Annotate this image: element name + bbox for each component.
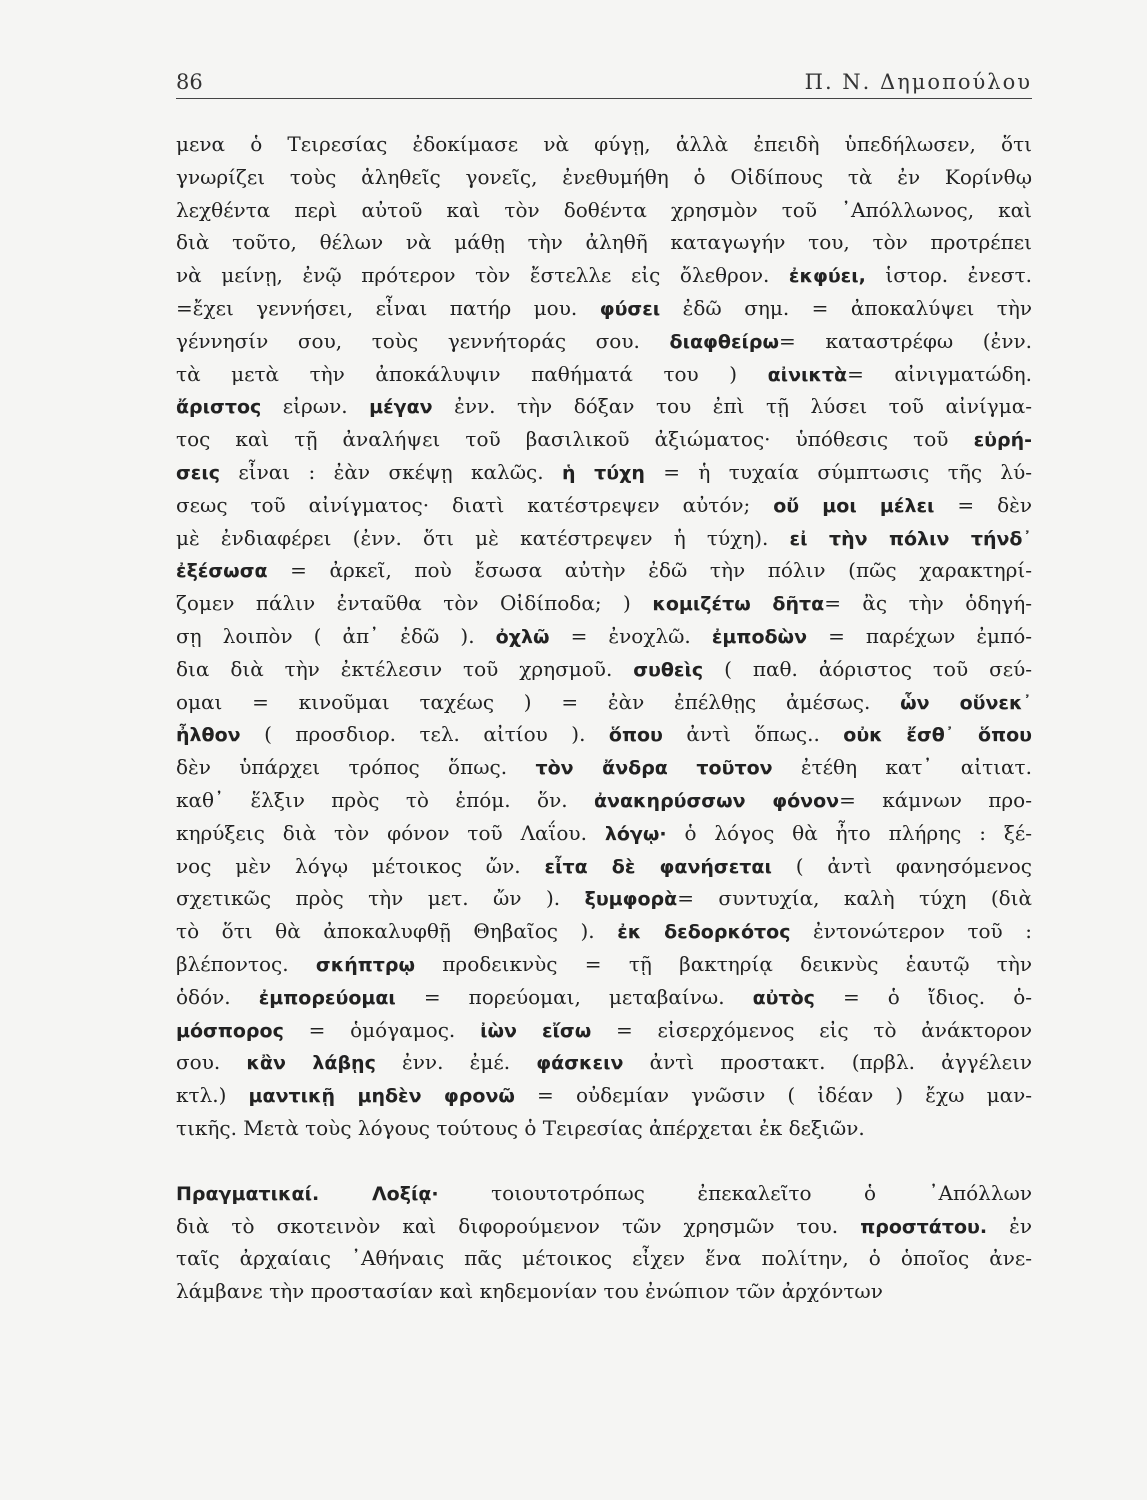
gloss-text: καθ᾿ ἕλξιν πρὸς τὸ ἑπόμ. ὅν. bbox=[176, 787, 594, 812]
text-line bbox=[176, 456, 1032, 489]
lemma-term: ἐκ δεδορκότος bbox=[617, 921, 791, 944]
lemma-term: μαντικῇ μηδὲν φρονῶ bbox=[248, 1085, 515, 1108]
gloss-text: = δὲν bbox=[934, 492, 1032, 517]
gloss-text: ( προσδιορ. τελ. αἰτίου ). bbox=[240, 722, 609, 747]
lemma-term: εὑρή- bbox=[973, 429, 1032, 452]
gloss-text: δὲν ὑπάρχει τρόπος ὅπως. bbox=[176, 755, 536, 780]
lemma-term: μόσπορος bbox=[176, 1019, 284, 1042]
text-line bbox=[176, 1112, 1032, 1145]
lemma-term: λόγῳ· bbox=[604, 822, 667, 845]
gloss-text: διὰ τοῦτο, θέλων νὰ μάθῃ τὴν ἀληθῆ καταγωγήν του, τὸν προτρέπει bbox=[176, 230, 1032, 255]
gloss-text: = κάμνων προ- bbox=[839, 787, 1032, 812]
lemma-term: ξυμφορὰ bbox=[584, 888, 678, 911]
gloss-text: = αἰνιγματώδη. bbox=[847, 361, 1032, 386]
text-line bbox=[176, 390, 1032, 423]
gloss-text: ἐνν. τὴν δόξαν του ἐπὶ τῇ λύσει τοῦ αἰνίγμα- bbox=[432, 394, 1032, 419]
gloss-text: ἀντὶ προστακτ. (πρβλ. ἀγγέλειν bbox=[623, 1050, 1032, 1075]
text-line bbox=[176, 489, 1032, 522]
commentary-text bbox=[176, 128, 1032, 1308]
gloss-text: τος καὶ τῇ ἀναλήψει τοῦ βασιλικοῦ ἀξιώματος· ὑπόθεσις τοῦ bbox=[176, 427, 974, 452]
lemma-term: ἀνακηρύσσων φόνον bbox=[594, 789, 840, 812]
lemma-term: ἐξέσωσα bbox=[176, 560, 268, 583]
text-line bbox=[176, 817, 1032, 850]
gloss-text: = ἡ τυχαία σύμπτωσις τῆς λύ- bbox=[644, 459, 1032, 484]
gloss-text: κηρύξεις διὰ τὸν φόνον τοῦ Λαΐου. bbox=[176, 820, 605, 845]
text-line bbox=[176, 686, 1032, 719]
text-line bbox=[176, 882, 1032, 915]
gloss-text: = εἰσερχόμενος εἰς τὸ ἀνάκτορον bbox=[591, 1017, 1032, 1042]
text-line bbox=[176, 718, 1032, 751]
lemma-term: ἐμποδὼν bbox=[711, 625, 808, 648]
gloss-text: μὲ ἐνδιαφέρει (ἐνν. ὅτι μὲ κατέστρεψεν ἡ τύχη). bbox=[176, 525, 790, 550]
gloss-text: ἐδῶ σημ. = ἀποκαλύψει τὴν bbox=[660, 295, 1032, 320]
gloss-text: ( παθ. ἀόριστος τοῦ σεύ- bbox=[703, 656, 1032, 681]
text-line bbox=[176, 194, 1032, 227]
lemma-term: συθεὶς bbox=[633, 658, 704, 681]
running-author: Π. Ν. Δημοπούλου bbox=[804, 70, 1032, 94]
text-line bbox=[176, 161, 1032, 194]
gloss-text: = ἀρκεῖ, ποὺ ἔσωσα αὐτὴν ἐδῶ τὴν πόλιν (πῶς χαρακτηρί- bbox=[267, 558, 1032, 583]
text-line bbox=[176, 128, 1032, 161]
gloss-text: σου. bbox=[176, 1050, 247, 1075]
gloss-text: σχετικῶς πρὸς τὴν μετ. ὤν ). bbox=[176, 886, 585, 911]
gloss-text: προδεικνὺς = τῇ βακτηρίᾳ δεικνὺς ἑαυτῷ τὴν bbox=[415, 951, 1032, 976]
gloss-text: γνωρίζει τοὺς ἀληθεῖς γονεῖς, ἐνεθυμήθη ὁ Οἰδίπους τὰ ἐν Κορίνθῳ bbox=[176, 164, 1032, 189]
text-line bbox=[176, 915, 1032, 948]
lemma-term: ὅπου bbox=[608, 724, 663, 747]
text-line bbox=[176, 1210, 1032, 1243]
gloss-text: εἶναι : ἐὰν σκέψῃ καλῶς. bbox=[220, 459, 562, 484]
gloss-text: = ὁμόγαμος. bbox=[283, 1017, 481, 1042]
gloss-text: = πορεύομαι, μεταβαίνω. bbox=[395, 984, 753, 1009]
lemma-term: ἐκφύει, bbox=[788, 265, 866, 288]
gloss-text: νὰ μείνῃ, ἐνῷ πρότερον τὸν ἔστελλε εἰς ὄλεθρον. bbox=[176, 263, 789, 288]
lemma-term: ἐμπορεύομαι bbox=[258, 986, 396, 1009]
text-line bbox=[176, 981, 1032, 1014]
gloss-text: ἱστορ. ἐνεστ. bbox=[865, 263, 1032, 288]
lemma-term: ἰὼν εἴσω bbox=[480, 1019, 592, 1042]
text-line bbox=[176, 1079, 1032, 1112]
gloss-text: λάμβανε τὴν προστασίαν καὶ κηδεμονίαν του ἐνώπιον τῶν ἀρχόντων bbox=[176, 1279, 883, 1304]
lemma-term: μέγαν bbox=[369, 396, 433, 419]
gloss-text: ὁδόν. bbox=[176, 984, 259, 1009]
lemma-term: ἡ τύχη bbox=[561, 461, 645, 484]
running-header bbox=[176, 68, 1032, 100]
text-line bbox=[176, 226, 1032, 259]
gloss-text: ὁ λόγος θὰ ἦτο πλήρης : ξέ- bbox=[666, 820, 1032, 845]
text-line bbox=[176, 325, 1032, 358]
gloss-text: ἐνν. ἐμέ. bbox=[375, 1050, 537, 1075]
gloss-text: σεως τοῦ αἰνίγματος· διατὶ κατέστρεψεν αὐτόν; bbox=[176, 492, 774, 517]
lemma-term: Πραγματικαί. Λοξίᾳ· bbox=[176, 1182, 439, 1205]
lemma-term: τὸν ἄνδρα τοῦτον bbox=[535, 757, 773, 780]
gloss-text: = ἐνοχλῶ. bbox=[549, 623, 712, 648]
text-line bbox=[176, 423, 1032, 456]
page-number: 86 bbox=[176, 70, 203, 94]
text-line bbox=[176, 620, 1032, 653]
lemma-term: προστάτου. bbox=[860, 1215, 988, 1238]
lemma-term: αἰνικτὰ bbox=[767, 363, 848, 386]
text-line bbox=[176, 1177, 1032, 1210]
gloss-text: γέννησίν σου, τοὺς γεννήτοράς σου. bbox=[176, 328, 670, 353]
gloss-text: = ἂς τὴν ὁδηγή- bbox=[824, 591, 1032, 616]
gloss-text: = καταστρέφω (ἐνν. bbox=[779, 328, 1032, 353]
text-line bbox=[176, 1275, 1032, 1308]
lemma-term: κομιζέτω δῆτα bbox=[652, 593, 825, 616]
lemma-term: οὐκ ἔσθ᾿ ὅπου bbox=[843, 724, 1032, 747]
gloss-text: νος μὲν λόγῳ μέτοικος ὤν. bbox=[176, 853, 545, 878]
text-line bbox=[176, 587, 1032, 620]
text-line bbox=[176, 522, 1032, 555]
lemma-term: οὔ μοι μέλει bbox=[773, 494, 935, 517]
gloss-text: ἐντονώτερον τοῦ : bbox=[790, 919, 1032, 944]
lemma-term: κἂν λάβῃς bbox=[246, 1052, 376, 1075]
lemma-term: ἦλθον bbox=[176, 724, 241, 747]
text-line bbox=[176, 653, 1032, 686]
gloss-text: = οὐδεμίαν γνῶσιν ( ἰδέαν ) ἔχω μαν- bbox=[514, 1083, 1032, 1108]
lemma-term: φύσει bbox=[599, 297, 661, 320]
gloss-text: ( ἀντὶ φανησόμενος bbox=[771, 853, 1032, 878]
text-line bbox=[176, 850, 1032, 883]
text-line bbox=[176, 292, 1032, 325]
text-line bbox=[176, 1014, 1032, 1047]
gloss-text: τικῆς. Μετὰ τοὺς λόγους τούτους ὁ Τειρεσίας ἀπέρχεται ἐκ δεξιῶν. bbox=[176, 1115, 865, 1140]
lemma-term: σεις bbox=[176, 461, 221, 484]
gloss-text: κτλ.) bbox=[176, 1083, 249, 1108]
paragraph-gap bbox=[176, 1145, 1032, 1177]
lemma-term: εἶτα δὲ φανήσεται bbox=[544, 855, 772, 878]
gloss-text: βλέποντος. bbox=[176, 951, 316, 976]
text-line bbox=[176, 784, 1032, 817]
gloss-text: ἐν bbox=[987, 1213, 1032, 1238]
text-line bbox=[176, 259, 1032, 292]
gloss-text: = παρέχων ἐμπό- bbox=[807, 623, 1032, 648]
lemma-term: ἄριστος bbox=[176, 396, 262, 419]
gloss-text: εἰρων. bbox=[261, 394, 370, 419]
lemma-term: διαφθείρω bbox=[669, 330, 780, 353]
gloss-text: τοιουτοτρόπως ἐπεκαλεῖτο ὁ ᾿Απόλλων bbox=[438, 1180, 1032, 1205]
gloss-text: σῃ λοιπὸν ( ἀπ᾿ ἐδῶ ). bbox=[176, 623, 496, 648]
header-rule bbox=[176, 98, 1032, 99]
gloss-text: τὰ μετὰ τὴν ἀποκάλυψιν παθήματά του ) bbox=[176, 361, 768, 386]
gloss-text: ταῖς ἀρχαίαις ᾿Αθήναις πᾶς μέτοικος εἶχεν ἕνα πολίτην, ὁ ὁποῖος ἀνε- bbox=[176, 1246, 1032, 1271]
gloss-text: = συντυχία, καλὴ τύχη (διὰ bbox=[677, 886, 1032, 911]
gloss-text: =ἔχει γεννήσει, εἶναι πατήρ μου. bbox=[176, 295, 600, 320]
text-line bbox=[176, 554, 1032, 587]
lemma-term: σκήπτρῳ bbox=[315, 953, 415, 976]
text-line bbox=[176, 948, 1032, 981]
gloss-text: λεχθέντα περὶ αὐτοῦ καὶ τὸν δοθέντα χρησμὸν τοῦ ᾿Απόλλωνος, καὶ bbox=[176, 197, 1032, 222]
gloss-text: δια διὰ τὴν ἐκτέλεσιν τοῦ χρησμοῦ. bbox=[176, 656, 634, 681]
gloss-text: ἀντὶ ὅπως.. bbox=[662, 722, 844, 747]
gloss-text: ζομεν πάλιν ἐνταῦθα τὸν Οἰδίποδα; ) bbox=[176, 591, 653, 616]
gloss-text: διὰ τὸ σκοτεινὸν καὶ διφορούμενον τῶν χρησμῶν του. bbox=[176, 1213, 861, 1238]
text-line bbox=[176, 1242, 1032, 1275]
gloss-text: τὸ ὅτι θὰ ἀποκαλυφθῇ Θηβαῖος ). bbox=[176, 919, 618, 944]
gloss-text: ομαι = κινοῦμαι ταχέως ) = ἐὰν ἐπέλθῃς ἀμέσως. bbox=[176, 689, 901, 714]
lemma-term: εἰ τὴν πόλιν τήνδ᾿ bbox=[789, 527, 1032, 550]
text-line bbox=[176, 751, 1032, 784]
gloss-text: = ὁ ἴδιος. ὁ- bbox=[814, 984, 1032, 1009]
lemma-term: ὧν οὕνεκ᾿ bbox=[900, 691, 1032, 714]
gloss-text: ἐτέθη κατ᾿ αἰτιατ. bbox=[772, 755, 1032, 780]
lemma-term: αὐτὸς bbox=[752, 986, 815, 1009]
lemma-term: ὀχλῶ bbox=[495, 625, 550, 648]
text-line bbox=[176, 358, 1032, 391]
gloss-text: μενα ὁ Τειρεσίας ἐδοκίμασε νὰ φύγῃ, ἀλλὰ ἐπειδὴ ὑπεδήλωσεν, ὅτι bbox=[176, 132, 1032, 156]
text-line bbox=[176, 1046, 1032, 1079]
lemma-term: φάσκειν bbox=[536, 1052, 624, 1075]
